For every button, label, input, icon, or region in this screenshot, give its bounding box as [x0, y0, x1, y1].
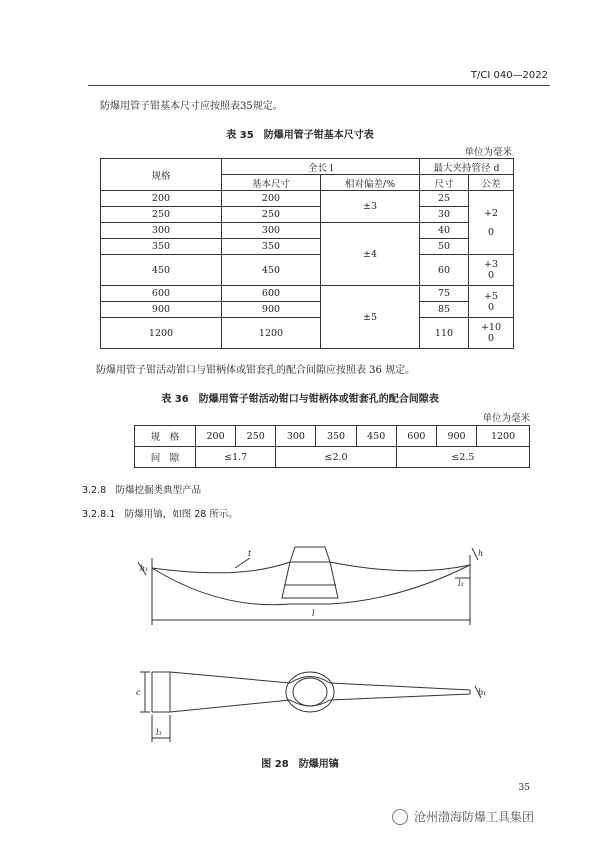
- table-36: [134, 425, 530, 468]
- cell-spec: 300: [276, 426, 316, 447]
- header-length: 全长 l: [222, 159, 420, 175]
- header-tolerance: 公差: [469, 175, 514, 191]
- cell-size: 110: [420, 318, 469, 349]
- tol-lower: 0: [487, 270, 495, 281]
- header-max-diameter: 最大夹持管径 d: [420, 159, 514, 175]
- header-deviation: 相对偏差/%: [321, 175, 420, 191]
- front-dimension-lines: [138, 548, 478, 625]
- cell-spec: 300: [101, 223, 222, 239]
- label-l3: l₃: [156, 728, 162, 737]
- tol-upper: +10: [480, 322, 502, 333]
- tol-lower: 0: [487, 226, 495, 238]
- label-l2: l₂: [458, 579, 464, 588]
- table36-caption: 表 36 防爆用管子钳活动钳口与钳柄体或钳套孔的配合间隙表: [161, 394, 439, 405]
- cell-spec: 1200: [477, 426, 530, 447]
- header-spec: 规格: [101, 159, 222, 191]
- wechat-logo-icon: [392, 809, 408, 825]
- cell-basic: 350: [222, 239, 321, 255]
- row-label-spec: 规 格: [135, 426, 196, 447]
- cell-basic: 450: [222, 255, 321, 286]
- header-size: 尺寸: [420, 175, 469, 191]
- cell-size: 25: [420, 191, 469, 207]
- cell-gap: ≤2.5: [396, 447, 529, 468]
- cell-basic: 600: [222, 286, 321, 302]
- cell-deviation: ±3: [321, 191, 420, 223]
- figure28-caption: 图 28 防爆用镐: [261, 759, 339, 770]
- cell-gap: ≤2.0: [276, 447, 396, 468]
- tol-upper: +3: [483, 259, 498, 270]
- cell-spec: 200: [196, 426, 236, 447]
- pickaxe-front-view: [152, 547, 470, 605]
- table36-unit: 单位为毫米: [482, 413, 530, 424]
- cell-spec: 450: [356, 426, 396, 447]
- cell-basic: 200: [222, 191, 321, 207]
- cell-spec: 900: [436, 426, 476, 447]
- cell-basic: 1200: [222, 318, 321, 349]
- cell-deviation: ±5: [321, 286, 420, 349]
- tol-lower: 0: [487, 301, 495, 313]
- tol-upper: +5: [483, 290, 498, 302]
- cell-spec: 200: [101, 191, 222, 207]
- cell-size: 75: [420, 286, 469, 302]
- label-b1: b₁: [478, 688, 487, 697]
- header-rule: [88, 85, 550, 86]
- cell-basic: 900: [222, 302, 321, 318]
- cell-size: 40: [420, 223, 469, 239]
- cell-spec: 1200: [101, 318, 222, 349]
- top-dimension-lines: [140, 672, 481, 742]
- cell-spec: 900: [101, 302, 222, 318]
- label-t: t: [248, 549, 252, 558]
- paragraph-table35-intro: 防爆用管子钳基本尺寸应按照表35规定。: [100, 101, 283, 112]
- cell-size: 85: [420, 302, 469, 318]
- cell-tolerance: [469, 255, 514, 286]
- cell-spec: 600: [396, 426, 436, 447]
- tol-upper: +2: [483, 207, 498, 219]
- label-h1: h₁: [140, 564, 149, 573]
- label-l: l: [312, 609, 315, 618]
- watermark-text: 沧州渤海防爆工具集团: [414, 810, 535, 824]
- table35-unit: 单位为毫米: [464, 147, 512, 158]
- header-basic-size: 基本尺寸: [222, 175, 321, 191]
- pickaxe-top-view: [152, 672, 470, 712]
- cell-spec: 350: [316, 426, 356, 447]
- section-heading-3-2-8-1: 3.2.8.1 防爆用镐，如图 28 所示。: [82, 509, 238, 520]
- paragraph-table36-intro: 防爆用管子钳活动钳口与钳柄体或钳套孔的配合间隙应按照表 36 规定。: [96, 365, 416, 376]
- cell-basic: 250: [222, 207, 321, 223]
- label-h: h: [478, 549, 484, 558]
- table-35: [100, 158, 514, 349]
- section-heading-3-2-8: 3.2.8 防爆挖掘类典型产品: [82, 485, 202, 496]
- cell-size: 50: [420, 239, 469, 255]
- watermark: [392, 808, 534, 825]
- figure-pickaxe-drawing: [0, 530, 600, 760]
- cell-size: 30: [420, 207, 469, 223]
- cell-spec: 250: [101, 207, 222, 223]
- row-label-gap: 间 隙: [135, 447, 196, 468]
- cell-spec: 600: [101, 286, 222, 302]
- cell-spec: 250: [236, 426, 276, 447]
- page-number: 35: [518, 783, 530, 793]
- cell-spec: 450: [101, 255, 222, 286]
- cell-size: 60: [420, 255, 469, 286]
- cell-deviation: ±4: [321, 223, 420, 286]
- cell-tolerance: [469, 286, 514, 318]
- cell-basic: 300: [222, 223, 321, 239]
- cell-spec: 350: [101, 239, 222, 255]
- tol-lower: 0: [487, 333, 495, 344]
- cell-tolerance: [469, 191, 514, 255]
- label-c: c: [136, 688, 141, 697]
- cell-tolerance: [469, 318, 514, 349]
- cell-gap: ≤1.7: [196, 447, 276, 468]
- standard-number: T/CI 040—2022: [470, 70, 548, 81]
- table35-caption: 表 35 防爆用管子钳基本尺寸表: [226, 130, 374, 141]
